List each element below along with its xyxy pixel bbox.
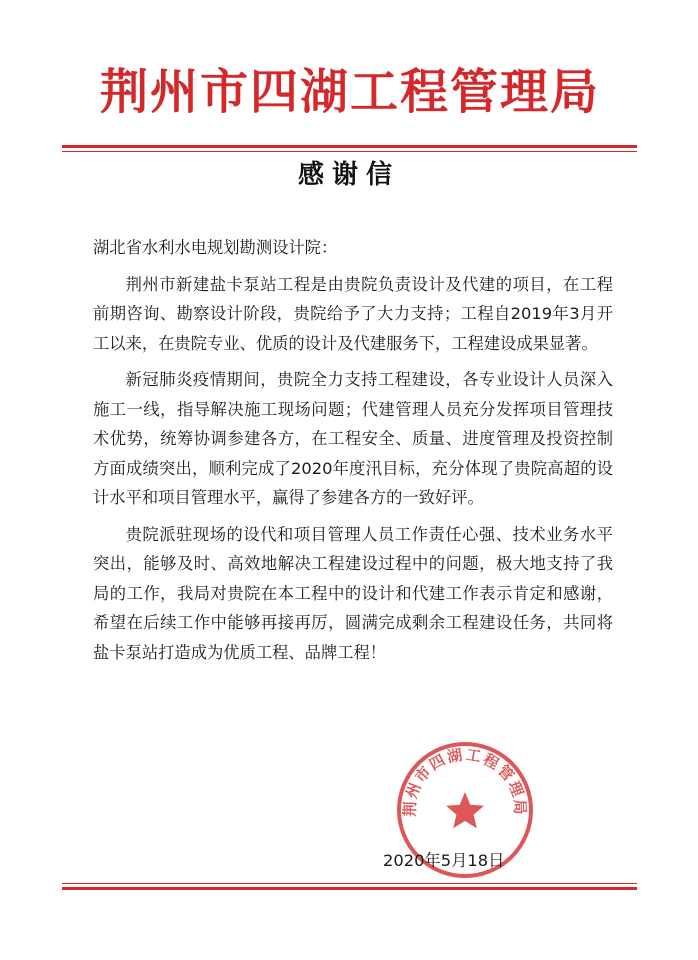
letter-paragraph-1: 荆州市新建盐卡泵站工程是由贵院负责设计及代建的项目，在工程前期咨询、勘察设计阶段，贵院给予了大力支持；工程自2019年3月开工以来，在贵院专业、优质的设计及代建服务下，工程建设成果显著。	[93, 274, 613, 353]
footer-divider-thick	[62, 887, 637, 890]
letter-paragraph-3: 贵院派驻现场的设代和项目管理人员工作责任心强、技术业务水平突出，能够及时、高效地解决工程建设过程中的问题，极大地支持了我局的工作，我局对贵院在本工程中的设计和代建工作表示肯定和感谢，希望在后续工作中能够再接再厉，圆满完成剩余工程建设任务，共同将盐卡泵站打造成为优质工程、品牌工程！	[93, 524, 613, 662]
letter-title: 感谢信	[297, 160, 400, 190]
star-icon	[446, 792, 484, 828]
letterhead-divider-thick	[62, 145, 637, 148]
seal-text: 荆州市四湖工程管理局	[400, 745, 530, 817]
footer-divider-thin	[62, 883, 637, 884]
letterhead-divider-thin	[62, 151, 637, 152]
letter-body	[93, 233, 613, 667]
letterhead-title: 荆州市四湖工程管理局	[99, 64, 600, 120]
letter-date: 2020年5月18日	[383, 851, 505, 870]
letter-salutation: 湖北省水利水电规划勘测设计院：	[93, 238, 338, 257]
letter-paragraph-2: 新冠肺炎疫情期间，贵院全力支持工程建设，各专业设计人员深入施工一线，指导解决施工现场问题；代建管理人员充分发挥项目管理技术优势，统筹协调参建各方，在工程安全、质量、进度管理及投资控制方面成绩突出，顺利完成了2020年度汛目标，充分体现了贵院高超的设计水平和项目管理水平，赢得了参建各方的一致好评。	[93, 370, 613, 507]
